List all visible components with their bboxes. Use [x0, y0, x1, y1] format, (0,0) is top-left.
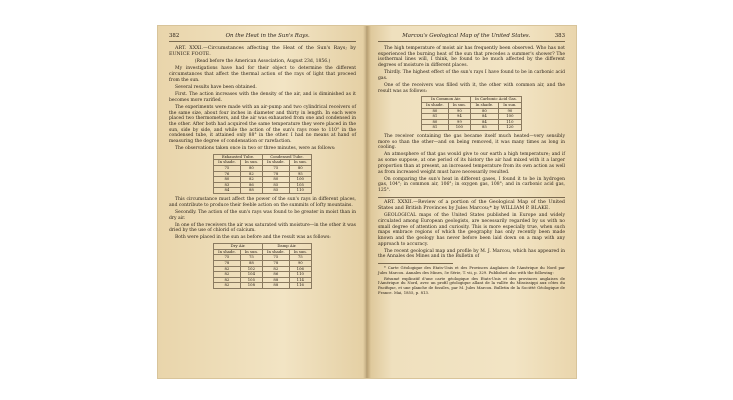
table-cell: 80: [240, 166, 262, 172]
table-subheader: In shade.: [422, 103, 449, 109]
table-cell: 99: [448, 119, 470, 125]
left-header-title: On the Heat in the Sun's Rays.: [225, 33, 310, 39]
table-row: [422, 125, 522, 131]
section-divider: [378, 197, 565, 198]
paragraph: Several results have been obtained.: [175, 84, 257, 90]
right-running-header: [378, 33, 565, 42]
table-cell: 105: [289, 182, 311, 188]
table-cell: 88: [240, 188, 262, 194]
table-cell: 86: [240, 182, 262, 188]
book-gutter: [363, 26, 371, 378]
table-cell: 75: [240, 255, 262, 261]
table-cell: 94: [448, 114, 470, 120]
article-title-blake: ART. XXXII.—Review of a portion of the Geological Map of the United States and British Provinces by Jules Marcou;* by WILLIAM P. BLAKE.: [378, 199, 565, 211]
table-cell: 81: [422, 125, 449, 131]
table-cell: 100: [448, 125, 470, 131]
table-cell: 110: [289, 272, 311, 278]
table-cell: 82: [214, 272, 241, 278]
table-cell: 106: [289, 266, 311, 272]
table-subheader: In shade.: [214, 249, 241, 255]
table-cell: 82: [214, 266, 241, 272]
table-subheader: In shade.: [263, 249, 290, 255]
table-cell: 110: [498, 119, 521, 125]
table-group-header: Condensed Tube.: [263, 154, 312, 160]
table-cell: 90: [448, 108, 470, 114]
paragraph: Both were placed in the sun as before and the result was as follows:: [175, 235, 331, 241]
table-cell: 102: [240, 266, 262, 272]
table-cell: 110: [289, 188, 311, 194]
table-cell: 84: [214, 188, 241, 194]
paragraph: This circumstance must affect the power of the sun's rays in different places, and contribute to produce their feeble action on the summits of lofty mountains.: [169, 197, 356, 208]
table-group-header: Dry Air.: [214, 244, 263, 250]
table-cell: 80: [214, 177, 241, 183]
right-page-number: 383: [554, 33, 565, 39]
table-group-header: In Common Air.: [422, 97, 471, 103]
table-cell: 114: [289, 277, 311, 283]
table-cell: 120: [498, 125, 521, 131]
table-cell: 85: [470, 125, 498, 131]
table-dry-damp: [213, 243, 312, 289]
table-subheader: In shade.: [470, 103, 498, 109]
table-common-carbonic: [421, 96, 522, 131]
table-cell: 104: [240, 272, 262, 278]
table-cell: 86: [263, 272, 290, 278]
table-cell: 100: [289, 177, 311, 183]
table-cell: 75: [289, 255, 311, 261]
footnote: Résumé explicatif d'une carte géologique des Etats-Unis et des provinces anglaises de l'Amérique du Nord, avec un profil géologique allant de la vallée du Mississippi aux côtes du Pacifique, et une planche de fossiles, par M. Jules Marcou. Bulletin de la Société Géologique de France. Mai, 1855, p. 813.: [378, 275, 565, 295]
table-subheader: In sun.: [240, 249, 262, 255]
paragraph: On comparing the sun's heat in different gases, I found it to be in hydrogen gas, 104°; in common air, 106°; in oxygen gas, 108°; and in carbonic acid gas, 125°.: [378, 176, 565, 194]
table-subheader: In sun.: [289, 160, 311, 166]
table-cell: 88: [263, 283, 290, 289]
table-cell: 82: [240, 177, 262, 183]
table-cell: 90: [498, 108, 521, 114]
paragraph: Secondly. The action of the sun's rays was found to be greater in moist than in dry air.: [169, 209, 356, 221]
table-subheader: In sun.: [289, 249, 311, 255]
table-cell: 95: [289, 171, 311, 177]
paragraph: The high temperature of moist air has frequently been observed. Who has not experienced the burning heat of the sun that precedes a summer's shower? The isothermal lines will, I think, be found to be much affected by the different degrees of moisture in different places.: [378, 46, 565, 69]
table-cell: 85: [263, 188, 290, 194]
footnote-divider: [378, 263, 453, 264]
paragraph: GEOLOGICAL maps of the United States published in Europe and widely circulated among European geologists, are necessarily regarded by us with no small degree of attention and curiosity. This is more especially true, when such maps embrace regions of which the geography has only recently been made known and the geology has never before been laid down on a map with any approach to accuracy.: [378, 213, 565, 247]
table-cell: 75: [263, 255, 290, 261]
paragraph: An atmosphere of that gas would give to our earth a high temperature; and if as some suppose, at one period of its history the air had mixed with it a larger proportion than at present, an increased temperature from its own action as well as from increased weight must have necessarily resulted.: [378, 152, 565, 175]
table-cell: 82: [240, 171, 262, 177]
article-title-foote: ART. XXXI.—Circumstances affecting the Heat of the Sun's Rays; by EUNICE FOOTE.: [169, 46, 356, 57]
table-cell: 78: [263, 260, 290, 266]
table-cell: 80: [422, 108, 449, 114]
table-subheader: In sun.: [498, 103, 521, 109]
table-group-header: Damp Air.: [263, 244, 312, 250]
paragraph: The recent geological map and profile by M. J. Marcou, which has appeared in the Annales des Mines and in the Bulletin of: [378, 248, 565, 260]
table-cell: 80: [263, 177, 290, 183]
table-cell: 108: [240, 283, 262, 289]
table-cell: 78: [214, 260, 241, 266]
table-cell: 116: [289, 283, 311, 289]
table-cell: 82: [214, 277, 241, 283]
table-cell: 75: [214, 166, 241, 172]
table-cell: 88: [240, 260, 262, 266]
table-cell: 84: [470, 114, 498, 120]
table-cell: 85: [263, 182, 290, 188]
table-cell: 100: [498, 114, 521, 120]
table-cell: 75: [214, 255, 241, 261]
table-cell: 90: [289, 260, 311, 266]
table-group-header: Exhausted Tube.: [214, 154, 263, 160]
table-cell: 81: [422, 114, 449, 120]
paragraph: The receiver containing the gas became itself much heated—very sensibly more so than the other—and on being removed, it was many times as long in cooling.: [378, 133, 565, 151]
table-cell: 88: [263, 277, 290, 283]
left-running-header: [169, 33, 356, 42]
table-group-header: In Carbonic Acid Gas.: [470, 97, 521, 103]
paragraph: In one of the receivers the air was saturated with moisture—in the other it was dried by the use of chlorid of calcium.: [169, 222, 356, 234]
table-subheader: In shade.: [214, 160, 241, 166]
table-exhausted-condensed: [213, 154, 312, 194]
table-cell: 75: [263, 166, 290, 172]
open-book: [158, 26, 576, 378]
table-cell: 82: [214, 283, 241, 289]
table-row: [214, 283, 312, 289]
right-header-title: Marcou's Geological Map of the United States.: [402, 33, 531, 39]
paragraph: The observations taken once in two or three minutes, were as follows:: [175, 146, 336, 152]
table-cell: 80: [289, 166, 311, 172]
table-row: [214, 188, 312, 194]
table-cell: 82: [263, 266, 290, 272]
paragraph: One of the receivers was filled with it, the other with common air, and the result was as follows:: [378, 83, 565, 94]
table-cell: 80: [470, 108, 498, 114]
left-page: [158, 26, 367, 378]
table-cell: 78: [263, 171, 290, 177]
table-cell: 84: [470, 119, 498, 125]
paragraph: Thirdly. The highest effect of the sun's rays I have found to be in carbonic acid gas.: [378, 70, 565, 81]
table-subheader: In shade.: [263, 160, 290, 166]
left-page-number: 382: [169, 33, 180, 39]
paragraph: The experiments were made with an air-pump and two cylindrical receivers of the same size, about four inches in diameter and thirty in length. In each were placed two thermometers, and the air was exhausted from one and condensed in the other. After both had acquired the same temperature they were placed in the sun, side by side, and while the action of the sun's rays rose to 110° in the condensed tube, it attained only 88° in the other. I had no means at hand of measuring the degree of condensation or rarefaction.: [169, 104, 356, 145]
paragraph: First. The action increases with the density of the air, and is diminished as it becomes more rarified.: [169, 92, 356, 103]
table-cell: 76: [214, 171, 241, 177]
paragraph: My investigations have had for their object to determine the different circumstances that affect the thermal action of the rays of light that proceed from the sun.: [169, 66, 356, 83]
footnote: * Carte Géologique des Etats-Unis et des Provinces Anglaises de l'Amérique du Nord par Jules Marcou. Annales des Mines, 5e Série, T. vii, p. 329. Published also with the following:: [378, 265, 565, 275]
table-cell: 80: [422, 119, 449, 125]
table-cell: 105: [240, 277, 262, 283]
table-cell: 83: [214, 182, 241, 188]
table-subheader: In sun.: [448, 103, 470, 109]
right-page: [367, 26, 576, 378]
table-subheader: In sun.: [240, 160, 262, 166]
read-note: (Read before the American Association, August 23d, 1856.): [194, 59, 331, 65]
